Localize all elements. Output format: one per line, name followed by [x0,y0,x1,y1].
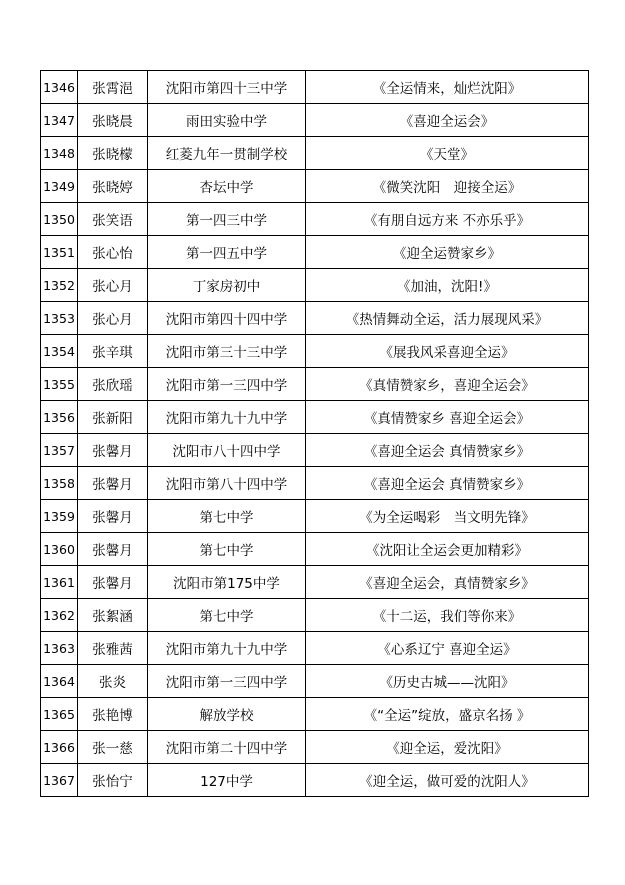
school-name: 第七中学 [148,599,306,632]
school-name: 第一四三中学 [148,203,306,236]
school-name: 雨田实验中学 [148,104,306,137]
student-name: 张霄浥 [78,71,148,104]
table-row [41,302,589,335]
work-title: 《沈阳让全运会更加精彩》 [306,533,589,566]
work-title: 《有朋自远方来 不亦乐乎》 [306,203,589,236]
work-title: 《十二运，我们等你来》 [306,599,589,632]
entry-number: 1363 [41,632,78,665]
table-row [41,434,589,467]
entry-number: 1349 [41,170,78,203]
school-name: 红菱九年一贯制学校 [148,137,306,170]
entry-number: 1359 [41,500,78,533]
student-name: 张馨月 [78,434,148,467]
work-title: 《天堂》 [306,137,589,170]
student-name: 张馨月 [78,467,148,500]
table-row [41,566,589,599]
school-name: 沈阳市第四十三中学 [148,71,306,104]
work-title: 《展我风采喜迎全运》 [306,335,589,368]
entry-number: 1352 [41,269,78,302]
student-name: 张怡宁 [78,764,148,797]
table-row [41,137,589,170]
entry-number: 1357 [41,434,78,467]
student-name: 张心月 [78,269,148,302]
work-title: 《心系辽宁 喜迎全运》 [306,632,589,665]
student-name: 张心怡 [78,236,148,269]
work-title: 《迎全运赞家乡》 [306,236,589,269]
student-name: 张欣瑶 [78,368,148,401]
entry-number: 1362 [41,599,78,632]
school-name: 沈阳市第八十四中学 [148,467,306,500]
student-name: 张炎 [78,665,148,698]
work-title: 《“全运”绽放，盛京名扬 》 [306,698,589,731]
school-name: 丁家房初中 [148,269,306,302]
student-name: 张晓婷 [78,170,148,203]
table-row [41,467,589,500]
student-name: 张新阳 [78,401,148,434]
entry-number: 1356 [41,401,78,434]
table-row [41,401,589,434]
student-name: 张晓檬 [78,137,148,170]
table-row [41,533,589,566]
table-row [41,764,589,797]
work-title: 《加油，沈阳!》 [306,269,589,302]
work-title: 《迎全运，爱沈阳》 [306,731,589,764]
entry-number: 1364 [41,665,78,698]
table-row [41,203,589,236]
school-name: 第一四五中学 [148,236,306,269]
school-name: 沈阳市第九十九中学 [148,632,306,665]
student-name: 张晓晨 [78,104,148,137]
work-title: 《真情赞家乡 喜迎全运会》 [306,401,589,434]
table-row [41,71,589,104]
school-name: 第七中学 [148,533,306,566]
student-name: 张笑语 [78,203,148,236]
work-title: 《全运情来，灿烂沈阳》 [306,71,589,104]
student-name: 张馨月 [78,566,148,599]
entry-number: 1348 [41,137,78,170]
work-title: 《迎全运，做可爱的沈阳人》 [306,764,589,797]
work-title: 《热情舞动全运，活力展现风采》 [306,302,589,335]
table-row [41,368,589,401]
school-name: 沈阳市第175中学 [148,566,306,599]
student-name: 张辛琪 [78,335,148,368]
table-row [41,500,589,533]
school-name: 沈阳市八十四中学 [148,434,306,467]
entry-number: 1353 [41,302,78,335]
work-title: 《微笑沈阳 迎接全运》 [306,170,589,203]
student-name: 张馨月 [78,533,148,566]
entry-number: 1365 [41,698,78,731]
school-name: 沈阳市第四十四中学 [148,302,306,335]
work-title: 《喜迎全运会 真情赞家乡》 [306,434,589,467]
table-row [41,698,589,731]
entry-number: 1367 [41,764,78,797]
table-row [41,632,589,665]
table-row [41,665,589,698]
table-row [41,104,589,137]
school-name: 127中学 [148,764,306,797]
entry-number: 1355 [41,368,78,401]
student-name: 张艳博 [78,698,148,731]
school-name: 沈阳市第二十四中学 [148,731,306,764]
table-row [41,170,589,203]
work-title: 《为全运喝彩 当文明先锋》 [306,500,589,533]
school-name: 沈阳市第三十三中学 [148,335,306,368]
school-name: 杏坛中学 [148,170,306,203]
entry-number: 1358 [41,467,78,500]
table-row [41,731,589,764]
student-name: 张馨月 [78,500,148,533]
table-row [41,236,589,269]
student-name: 张一慈 [78,731,148,764]
entry-number: 1346 [41,71,78,104]
entries-table [40,70,589,797]
work-title: 《历史古城——沈阳》 [306,665,589,698]
school-name: 第七中学 [148,500,306,533]
student-name: 张雅茜 [78,632,148,665]
entry-number: 1361 [41,566,78,599]
entry-number: 1347 [41,104,78,137]
entry-number: 1366 [41,731,78,764]
table-row [41,269,589,302]
school-name: 沈阳市第九十九中学 [148,401,306,434]
school-name: 解放学校 [148,698,306,731]
work-title: 《喜迎全运会》 [306,104,589,137]
student-name: 张絮涵 [78,599,148,632]
entry-number: 1354 [41,335,78,368]
work-title: 《喜迎全运会，真情赞家乡》 [306,566,589,599]
student-name: 张心月 [78,302,148,335]
table-row [41,599,589,632]
table-row [41,335,589,368]
entry-number: 1360 [41,533,78,566]
work-title: 《真情赞家乡，喜迎全运会》 [306,368,589,401]
school-name: 沈阳市第一三四中学 [148,665,306,698]
school-name: 沈阳市第一三四中学 [148,368,306,401]
work-title: 《喜迎全运会 真情赞家乡》 [306,467,589,500]
entry-number: 1350 [41,203,78,236]
entry-number: 1351 [41,236,78,269]
